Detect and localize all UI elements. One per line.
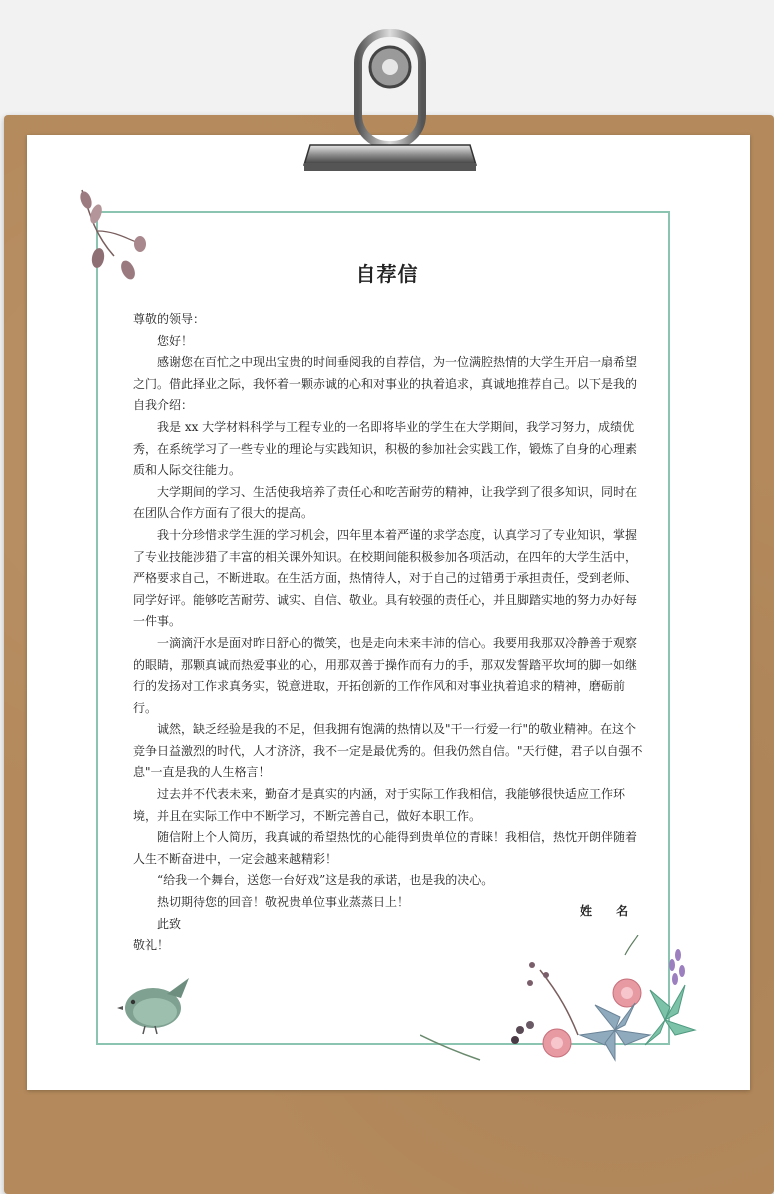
closing: 敬礼！ [133,938,170,953]
greeting: 您好！ [157,333,194,348]
paragraph-11: 此致 [157,916,182,931]
paragraph-3: 大学期间的学习、生活使我培养了责任心和吃苦耐劳的精神，让我学到了很多知识，同时在在团队合作方面有了很大的提高。 [133,484,638,521]
paragraph-10: 热切期待您的回音！敬祝贵单位事业蒸蒸日上！ [157,895,410,910]
page-title: 自荐信 [355,262,419,286]
signature-name: 姓 名 [580,904,639,918]
paragraph-8: 随信附上个人简历，我真诚的希望热忱的心能得到贵单位的青睐！我相信，热忱开朗伴随着人生不断奋进中，一定会越来越精彩！ [133,830,638,866]
letter-body [133,309,643,957]
binder-clip-icon [300,25,480,175]
paragraph-2: 我是 xx 大学材料科学与工程专业的一名即将毕业的学生在大学期间，我学习努力，成绩优秀，在系统学习了一些专业的理论与实践知识，积极的参加社会实践工作，锻炼了自身的心理素质和人际交往能力。 [133,419,638,478]
paragraph-9: “给我一个舞台，送您一台好戏”这是我的承诺，也是我的决心。 [157,873,494,888]
paragraph-1: 感谢您在百忙之中现出宝贵的时间垂阅我的自荐信，为一位满腔热情的大学生开启一扇希望之门。借此择业之际，我怀着一颗赤诚的心和对事业的执着追求，真诚地推荐自己。以下是我的自我介绍： [133,355,638,413]
paragraph-6: 诚然，缺乏经验是我的不足，但我拥有饱满的热情以及"干一行爱一行"的敬业精神。在这个竞争日益激烈的时代，人才济济，我不一定是最优秀的。但我仍然自信。"天行健，君子以自强不息"一直是我的人生格言！ [133,722,643,780]
salutation: 尊敬的领导： [133,312,206,326]
paragraph-4: 我十分珍惜求学生涯的学习机会，四年里本着严谨的求学态度，认真学习了专业知识，掌握了专业技能涉猎了丰富的相关课外知识。在校期间能积极参加各项活动，在四年的大学生活中，严格要求自己，不断进取。在生活方面，热情待人，对于自己的过错勇于承担责任，受到老师、同学好评。能够吃苦耐劳、诚实、自信、敬业。具有较强的责任心，并且脚踏实地的努力办好每一件事。 [133,527,638,629]
paragraph-5: 一滴滴汗水是面对昨日舒心的微笑，也是走向未来丰沛的信心。我要用我那双冷静善于观察的眼睛，那颗真诚而热爱事业的心，用那双善于操作而有力的手，那双发誓踏平坎坷的脚一如继行的发扬对工作求真务实，锐意进取，开拓创新的工作作风和对事业执着追求的精神，磨砺前行。 [133,635,638,715]
bird-illustration-icon [115,972,195,1037]
paragraph-7: 过去并不代表未来，勤奋才是真实的内涵，对于实际工作我相信，我能够很快适应工作环境，并且在实际工作中不断学习，不断完善自己，做好本职工作。 [133,787,626,823]
